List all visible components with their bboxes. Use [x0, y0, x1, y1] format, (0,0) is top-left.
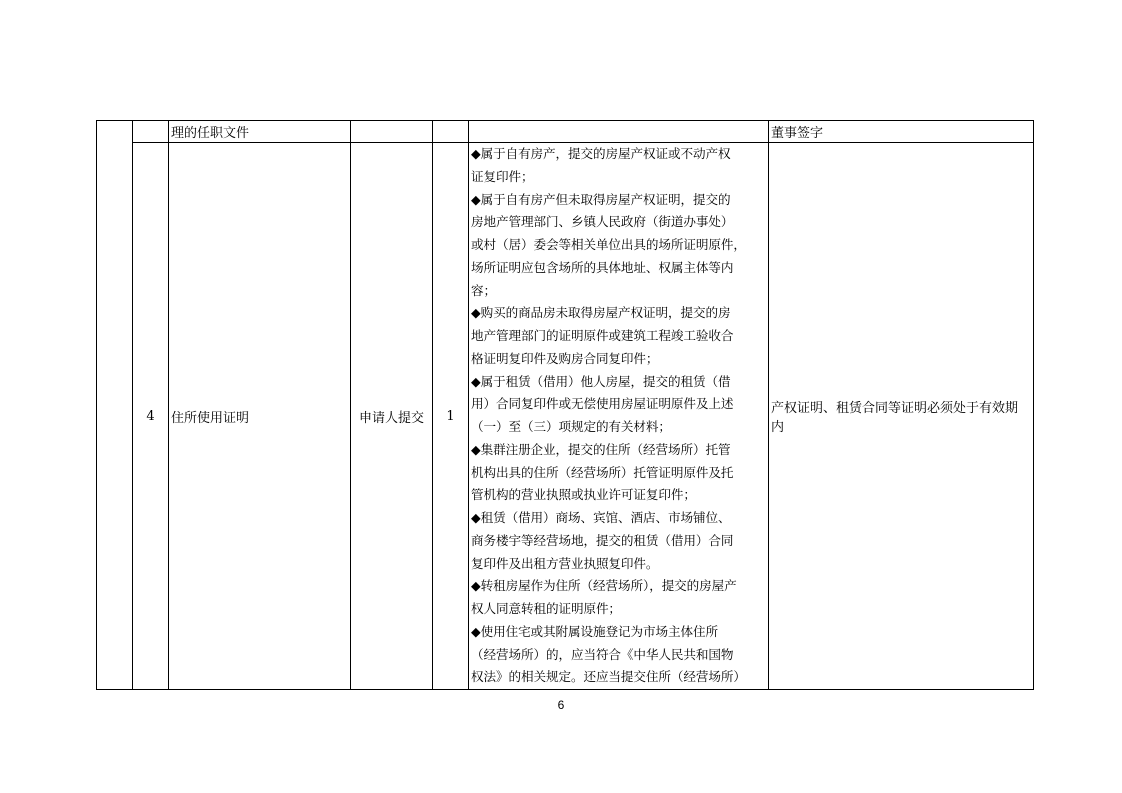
table-row	[97, 143, 1034, 690]
copies-count: 1	[433, 143, 469, 690]
requirement-line: 用）合同复印件或无偿使用房屋证明原件及上述	[471, 396, 734, 412]
requirement-line: ◆租赁（借用）商场、宾馆、酒店、市场铺位、	[471, 510, 731, 525]
notes-line: 产权证明、租赁合同等证明必须处于有效期	[771, 401, 1019, 416]
requirement-line: 证复印件；	[471, 168, 534, 184]
requirement-text	[469, 143, 769, 690]
index-cell-empty	[133, 121, 169, 143]
requirement-line: （经营场所）的，应当符合《中华人民共和国物	[471, 646, 734, 662]
notes-text	[769, 143, 1034, 690]
requirement-line: （一）至（三）项规定的有关材料；	[471, 419, 671, 434]
source-cell-empty	[351, 121, 433, 143]
notes-line: 内	[771, 420, 785, 435]
requirement-line: 地产管理部门的证明原件或建筑工程竣工验收合	[471, 328, 734, 343]
notes-cell: 董事签字	[769, 121, 1034, 143]
requirements-table	[96, 120, 1034, 690]
requirement-line: ◆转租房屋作为住所（经营场所），提交的房屋产	[471, 578, 737, 594]
requirement-line: 机构出具的住所（经营场所）托管证明原件及托	[471, 464, 734, 480]
requirement-line: ◆使用住宅或其附属设施登记为市场主体住所	[471, 623, 718, 639]
material-source: 申请人提交	[351, 143, 433, 690]
requirement-line: 管机构的营业执照或执业许可证复印件；	[471, 487, 696, 503]
requirement-line: 复印件及出租方营业执照复印件。	[471, 555, 659, 571]
row-index: 4	[133, 143, 169, 690]
requirement-line: 或村（居）委会等相关单位出具的场所证明原件，	[471, 237, 746, 252]
requirement-line: 权人同意转租的证明原件；	[471, 601, 621, 616]
requirement-line: 权法》的相关规定。还应当提交住所（经营场所）	[471, 669, 746, 685]
requirement-line: 场所证明应包含场所的具体地址、权属主体等内	[471, 259, 734, 275]
requirement-line: ◆属于自有房产，提交的房屋产权证或不动产权	[471, 146, 731, 161]
requirement-line: 容；	[471, 282, 496, 298]
requirement-line: ◆集群注册企业，提交的住所（经营场所）托管	[471, 441, 731, 457]
requirement-line: 格证明复印件及购房合同复印件；	[471, 350, 659, 366]
page-number: 6	[557, 698, 565, 712]
group-cell	[97, 121, 133, 690]
material-name-cell: 理的任职文件	[169, 121, 351, 143]
requirement-cell-empty	[469, 121, 769, 143]
material-name: 住所使用证明	[169, 143, 351, 690]
requirement-line: 商务楼宇等经营场地，提交的租赁（借用）合同	[471, 532, 734, 548]
requirement-line: 房地产管理部门、乡镇人民政府（街道办事处）	[471, 214, 734, 230]
requirement-line: ◆属于租赁（借用）他人房屋，提交的租赁（借	[471, 373, 731, 389]
requirement-line: ◆属于自有房产但未取得房屋产权证明，提交的	[471, 191, 731, 207]
requirement-line: ◆购买的商品房未取得房屋产权证明，提交的房	[471, 305, 731, 321]
continued-row	[97, 121, 1034, 143]
copies-cell-empty	[433, 121, 469, 143]
